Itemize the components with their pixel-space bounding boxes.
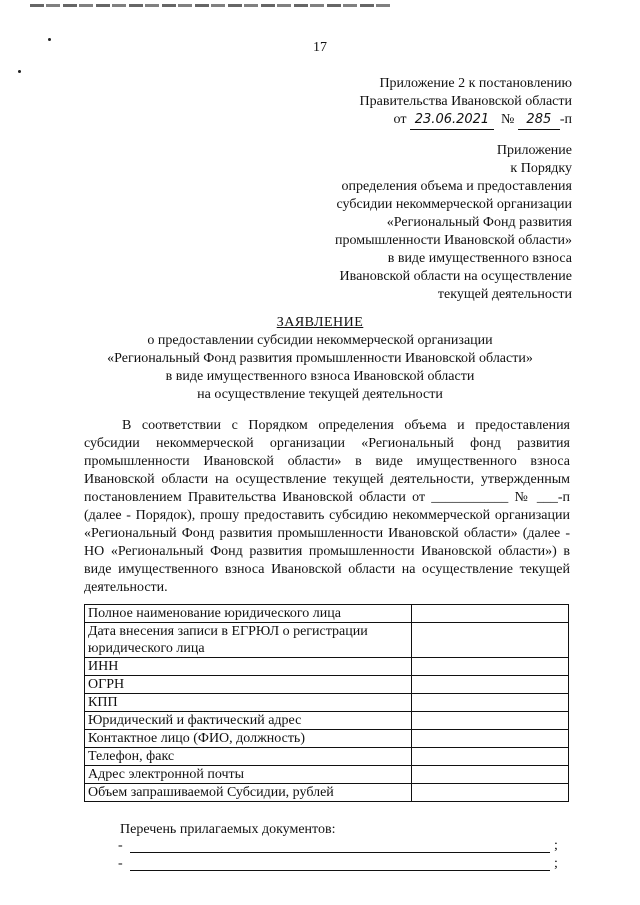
field-value-cell[interactable] xyxy=(412,748,569,766)
scan-speck xyxy=(18,70,21,73)
appendix-order-line: «Региональный Фонд развития xyxy=(386,215,572,230)
statement-heading xyxy=(0,314,640,404)
table-row xyxy=(85,623,569,658)
appendix-order-line: в виде имущественного взноса xyxy=(387,251,572,266)
applicant-info-table xyxy=(84,604,569,802)
statement-subtitle-line: в виде имущественного взноса Ивановской области xyxy=(165,369,475,384)
document-bullet: - xyxy=(118,838,123,853)
appendix-order-line: Ивановской области на осуществление xyxy=(339,269,572,284)
table-row xyxy=(85,730,569,748)
number-suffix: -п xyxy=(559,112,572,127)
field-value-cell[interactable] xyxy=(412,605,569,623)
date-prefix: от xyxy=(393,112,407,127)
body-paragraph xyxy=(84,417,570,597)
field-value-cell[interactable] xyxy=(412,694,569,712)
appendix-order-line: к Порядку xyxy=(510,161,572,176)
appendix-order-line: субсидии некоммерческой организации xyxy=(336,197,572,212)
statement-title: ЗАЯВЛЕНИЕ xyxy=(276,315,364,330)
field-value-cell[interactable] xyxy=(412,676,569,694)
field-value-cell[interactable] xyxy=(412,623,569,658)
statement-subtitle-line: на осуществление текущей деятельности xyxy=(197,387,443,402)
field-label: Телефон, факс xyxy=(85,748,412,766)
handwritten-date: 23.06.2021 xyxy=(410,111,494,130)
field-label: КПП xyxy=(85,694,412,712)
document-bullet: - xyxy=(118,856,123,871)
document-blank xyxy=(130,852,550,853)
appendix-order-line: промышленности Ивановской области» xyxy=(335,233,572,248)
field-value-cell[interactable] xyxy=(412,658,569,676)
table-row xyxy=(85,748,569,766)
document-terminator: ; xyxy=(554,838,558,853)
field-label: Адрес электронной почты xyxy=(85,766,412,784)
statement-subtitle-line: о предоставлении субсидии некоммерческой организации xyxy=(147,333,493,348)
field-label: Объем запрашиваемой Субсидии, рублей xyxy=(85,784,412,802)
statement-subtitle-line: «Региональный Фонд развития промышленности Ивановской области» xyxy=(107,351,533,366)
table-row xyxy=(85,712,569,730)
page-number: 17 xyxy=(313,40,327,55)
scan-artifact-line xyxy=(30,4,390,7)
appendix-order-header xyxy=(335,142,572,304)
table-row xyxy=(85,784,569,802)
body-text: В соответствии с Порядком определения объема и предоставления субсидии некоммерческой организации «Региональный фонд развития промышленности Ивановской области» в виде имущественного взноса Ивановской области на осуществление текущей деятельности, утвержденным постановлением Правительства Ивановской области от ___________ № ___-п (далее - Порядок), прошу предоставить субсидию некоммерческой организации «Региональный Фонд развития промышленности Ивановской области» (далее - НО «Региональный Фонд развития промышленности Ивановской области») в виде имущественного взноса Ивановской области на осуществление текущей деятельности. xyxy=(84,418,570,595)
field-value-cell[interactable] xyxy=(412,730,569,748)
field-label: ОГРН xyxy=(85,676,412,694)
table-row xyxy=(85,766,569,784)
table-row xyxy=(85,694,569,712)
statement-subtitle xyxy=(0,332,640,404)
documents-label: Перечень прилагаемых документов: xyxy=(120,822,336,837)
field-value-cell[interactable] xyxy=(412,712,569,730)
table-row xyxy=(85,676,569,694)
document-line[interactable] xyxy=(118,838,558,854)
appendix2-header xyxy=(360,75,572,130)
document-blank xyxy=(130,870,550,871)
handwritten-number: 285 xyxy=(518,111,560,130)
field-label: Юридический и фактический адрес xyxy=(85,712,412,730)
table-row xyxy=(85,658,569,676)
appendix2-date-line xyxy=(360,111,572,130)
field-label: Дата внесения записи в ЕГРЮЛ о регистрации юридического лица xyxy=(85,623,412,658)
field-value-cell[interactable] xyxy=(412,766,569,784)
table-row xyxy=(85,605,569,623)
field-label: Полное наименование юридического лица xyxy=(85,605,412,623)
number-prefix: № xyxy=(500,112,515,127)
appendix-order-line: определения объема и предоставления xyxy=(341,179,572,194)
appendix2-line1: Приложение 2 к постановлению xyxy=(379,76,572,91)
document-line[interactable] xyxy=(118,856,558,872)
document-terminator: ; xyxy=(554,856,558,871)
appendix-order-line: Приложение xyxy=(496,143,572,158)
field-value-cell[interactable] xyxy=(412,784,569,802)
field-label: ИНН xyxy=(85,658,412,676)
appendix-order-line: текущей деятельности xyxy=(437,287,572,302)
appendix2-line2: Правительства Ивановской области xyxy=(359,94,572,109)
field-label: Контактное лицо (ФИО, должность) xyxy=(85,730,412,748)
